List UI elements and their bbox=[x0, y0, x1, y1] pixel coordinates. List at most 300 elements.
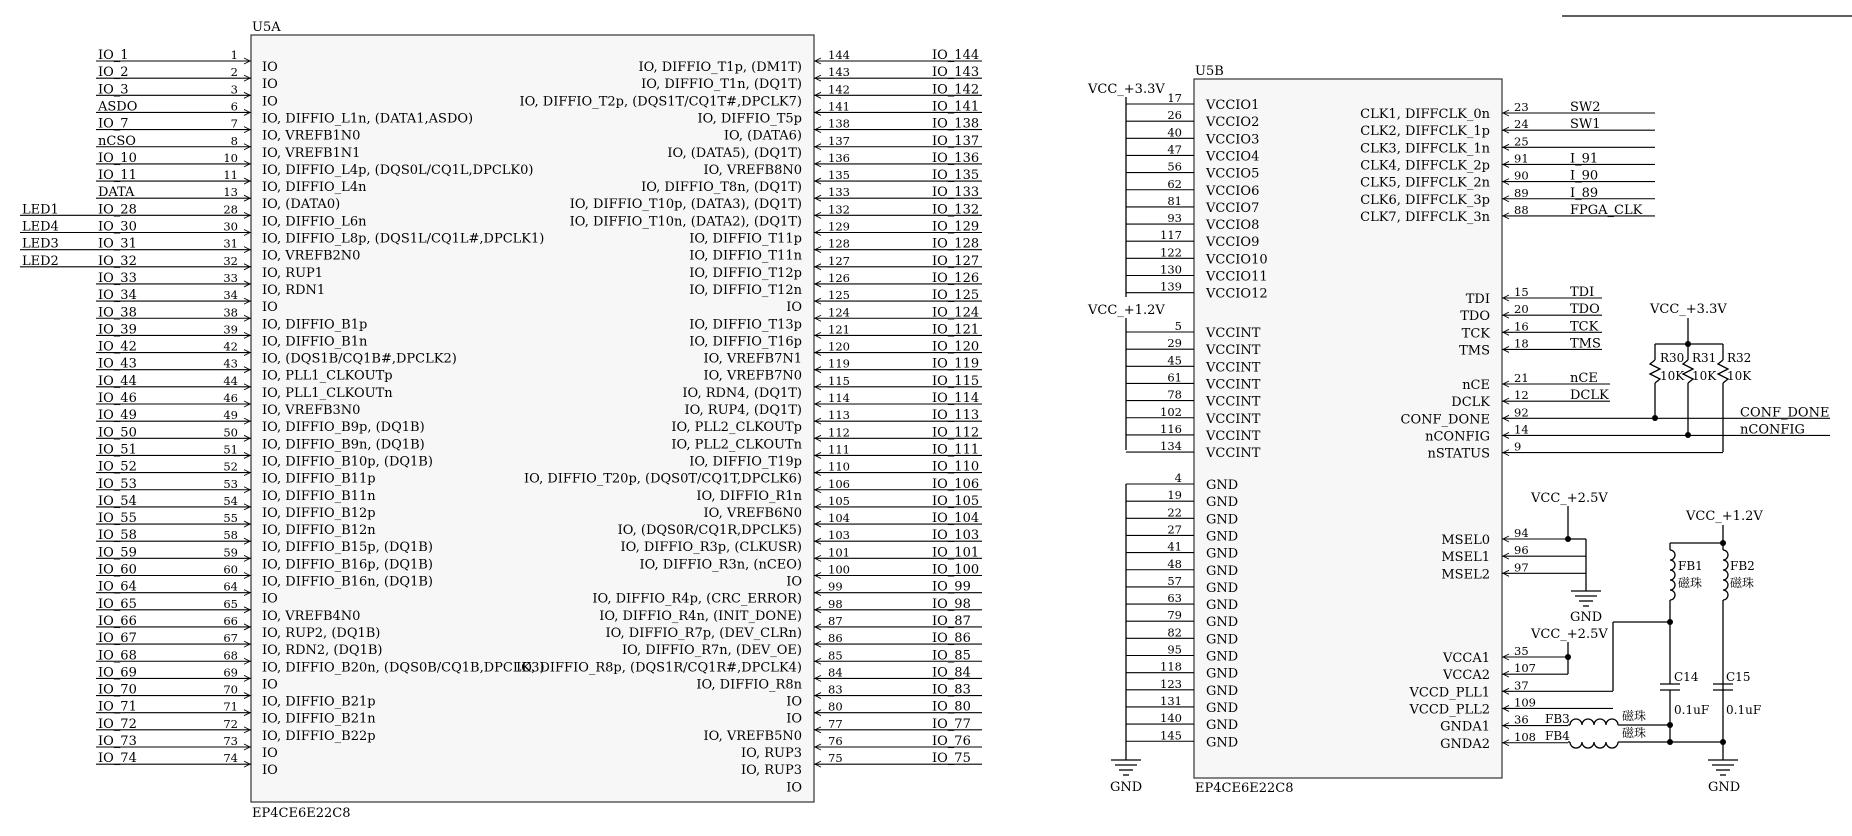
net-label: IO_53 bbox=[98, 476, 137, 492]
pin-function: IO, DIFFIO_B21p bbox=[262, 694, 376, 710]
led-net-label: LED4 bbox=[22, 219, 59, 235]
pin-function: GND bbox=[1206, 735, 1239, 751]
pin-number: 12 bbox=[1514, 388, 1529, 403]
pin-number: 16 bbox=[1514, 319, 1529, 334]
pin-number: 98 bbox=[828, 596, 843, 611]
fb2-ref: FB2 bbox=[1730, 559, 1755, 573]
pin-number: 85 bbox=[828, 648, 843, 663]
net-label: IO_143 bbox=[932, 65, 980, 81]
net-label: IO_34 bbox=[98, 288, 137, 304]
pin-function: IO, DIFFIO_T5p bbox=[697, 111, 802, 127]
pin-function: MSEL0 bbox=[1441, 533, 1490, 548]
fb4-ref: FB4 bbox=[1545, 729, 1570, 743]
pin-number: 51 bbox=[223, 442, 238, 457]
pin-function: nCONFIG bbox=[1425, 429, 1490, 445]
net-label: IO_7 bbox=[98, 116, 129, 132]
pin-number: 22 bbox=[1167, 505, 1182, 520]
u5a-part: EP4CE6E22C8 bbox=[252, 806, 351, 821]
pin-number: 10 bbox=[223, 150, 238, 165]
pin-function: VCCINT bbox=[1206, 360, 1261, 376]
pin-number: 29 bbox=[1167, 336, 1182, 351]
net-label: IO_119 bbox=[932, 356, 980, 372]
net-label: IO_65 bbox=[98, 596, 137, 612]
c15-value: 0.1uF bbox=[1726, 703, 1762, 717]
net-label: IO_114 bbox=[932, 391, 980, 406]
net-label: IO_70 bbox=[98, 682, 137, 698]
pin-function: VCCINT bbox=[1206, 377, 1261, 393]
msel-gnd-label: GND bbox=[1570, 610, 1603, 625]
pin-function: CLK5, DIFFCLK_2n bbox=[1360, 175, 1490, 191]
pin-number: 31 bbox=[223, 236, 238, 251]
pin-number: 74 bbox=[223, 751, 238, 766]
net-label: IO_52 bbox=[98, 459, 137, 475]
net-label: IO_142 bbox=[932, 82, 980, 98]
net-label: IO_72 bbox=[98, 716, 137, 732]
pin-number: 105 bbox=[828, 493, 850, 508]
pin-number: 70 bbox=[223, 682, 238, 697]
pin-function: IO, VREFB2N0 bbox=[262, 248, 361, 264]
ferrite-fb4 bbox=[1568, 742, 1723, 748]
pin-number: 17 bbox=[1167, 91, 1182, 105]
pin-function: IO, DIFFIO_B9n, (DQ1B) bbox=[262, 437, 425, 453]
pin-function: IO, DIFFIO_L4p, (DQS0L/CQ1L,DPCLK0) bbox=[262, 162, 534, 178]
pin-function: IO, DIFFIO_L8p, (DQS1L/CQ1L#,DPCLK1) bbox=[262, 231, 545, 247]
pin-number: 121 bbox=[828, 322, 850, 337]
c15-ref: C15 bbox=[1726, 670, 1751, 684]
pin-function: VCCIO1 bbox=[1206, 98, 1260, 113]
pin-number: 4 bbox=[1174, 471, 1182, 485]
pin-number: 136 bbox=[828, 150, 850, 165]
pin-number: 30 bbox=[223, 219, 238, 234]
pin-function: VCCINT bbox=[1206, 446, 1261, 462]
pin-number: 33 bbox=[223, 270, 238, 285]
net-label: IO_49 bbox=[98, 408, 137, 424]
pin-number: 87 bbox=[828, 613, 843, 628]
pin-function: GND bbox=[1206, 718, 1239, 734]
net-label: IO_128 bbox=[932, 236, 980, 252]
pin-function: IO, DIFFIO_T13p bbox=[689, 317, 802, 333]
pin-function: IO, DIFFIO_R1n bbox=[696, 488, 802, 504]
pin-function: IO bbox=[262, 763, 278, 779]
pin-number: 119 bbox=[828, 356, 850, 371]
net-label: IO_68 bbox=[98, 648, 137, 664]
pin-number: 47 bbox=[1167, 142, 1182, 157]
net-label: IO_110 bbox=[932, 459, 980, 475]
pin-function: IO, DIFFIO_R8p, (DQS1R/CQ1R#,DPCLK4) bbox=[516, 660, 802, 676]
net-label: IO_28 bbox=[98, 202, 137, 218]
pin-number: 107 bbox=[1514, 661, 1536, 676]
pin-function: IO, DIFFIO_T2p, (DQS1T/CQ1T#,DPCLK7) bbox=[519, 94, 802, 110]
u5b-vccint-pins bbox=[1126, 319, 1261, 461]
pin-function: IO, PLL1_CLKOUTp bbox=[262, 368, 393, 384]
pin-function: IO, DIFFIO_T16p bbox=[689, 334, 802, 350]
net-label: IO_60 bbox=[98, 562, 137, 578]
net-label: DATA bbox=[98, 185, 135, 201]
pin-function: IO, DIFFIO_T11p bbox=[689, 231, 802, 247]
pin-function: IO, RDN2, (DQ1B) bbox=[262, 643, 383, 659]
pin-function: VCCD_PLL2 bbox=[1409, 702, 1490, 718]
net-label: IO_106 bbox=[932, 476, 980, 492]
net-label: IO_32 bbox=[98, 253, 137, 269]
pin-number: 19 bbox=[1167, 488, 1182, 503]
net-label: IO_87 bbox=[932, 613, 971, 629]
r31-value: 10K bbox=[1692, 369, 1717, 383]
pin-number: 126 bbox=[828, 270, 850, 285]
net-label: TMS bbox=[1570, 336, 1601, 352]
net-label: TDO bbox=[1570, 302, 1600, 318]
pin-number: 72 bbox=[223, 716, 238, 731]
pin-number: 69 bbox=[223, 665, 238, 680]
pin-function: VCCIO5 bbox=[1206, 166, 1260, 182]
pin-number: 96 bbox=[1514, 543, 1529, 558]
pin-number: 36 bbox=[1514, 712, 1529, 727]
pin-number: 140 bbox=[1160, 711, 1182, 726]
pin-function: CLK6, DIFFCLK_3p bbox=[1360, 192, 1490, 208]
pin-number: 78 bbox=[1167, 387, 1182, 402]
led-net-label: LED2 bbox=[22, 253, 59, 269]
pin-function: VCCINT bbox=[1206, 343, 1261, 359]
pin-number: 145 bbox=[1160, 728, 1182, 743]
ferrite-fb2 bbox=[1723, 543, 1728, 691]
pin-number: 113 bbox=[828, 408, 850, 423]
pin-function: VCCA1 bbox=[1443, 651, 1490, 666]
pin-number: 110 bbox=[828, 459, 850, 474]
pin-function: IO, DIFFIO_R3p, (CLKUSR) bbox=[620, 540, 802, 556]
net-label: IO_54 bbox=[98, 493, 137, 509]
net-label: nCSO bbox=[98, 133, 136, 149]
pin-number: 80 bbox=[828, 699, 843, 714]
pin-function: IO, RUP1 bbox=[262, 265, 324, 281]
pin-number: 131 bbox=[1160, 693, 1182, 708]
net-label: IO_137 bbox=[932, 133, 980, 149]
pin-function: IO, VREFB8N0 bbox=[703, 162, 802, 178]
net-label: IO_69 bbox=[98, 665, 137, 681]
pin-function: GND bbox=[1206, 615, 1239, 631]
pin-function: CONF_DONE bbox=[1400, 412, 1490, 428]
pin-number: 52 bbox=[223, 459, 238, 474]
pin-function: GND bbox=[1206, 700, 1239, 716]
pin-function: IO, DIFFIO_L6n bbox=[262, 214, 367, 230]
pin-number: 142 bbox=[828, 82, 850, 97]
pin-function: IO, DIFFIO_T1n, (DQ1T) bbox=[641, 77, 802, 93]
net-label: TDI bbox=[1570, 285, 1595, 300]
ferrite-fb1 bbox=[1670, 543, 1675, 622]
pin-function: MSEL1 bbox=[1441, 550, 1490, 566]
pin-function: IO, VREFB3N0 bbox=[262, 403, 361, 418]
r30-ref: R30 bbox=[1660, 351, 1685, 365]
net-label: IO_75 bbox=[932, 751, 971, 767]
pin-function: IO, PLL2_CLKOUTp bbox=[671, 420, 802, 436]
pin-number: 117 bbox=[1160, 228, 1182, 243]
pin-function: VCCIO6 bbox=[1206, 183, 1260, 199]
net-label: IO_98 bbox=[932, 596, 971, 612]
led-net-label: LED1 bbox=[22, 202, 59, 218]
net-label: IO_86 bbox=[932, 631, 971, 647]
pin-number: 132 bbox=[828, 202, 850, 217]
pin-number: 75 bbox=[828, 751, 843, 766]
pin-number: 15 bbox=[1514, 285, 1529, 299]
pin-number: 34 bbox=[223, 288, 238, 303]
pin-number: 127 bbox=[828, 253, 850, 268]
pin-function: IO, DIFFIO_B20n, (DQS0B/CQ1B,DPCLK3) bbox=[262, 660, 545, 676]
pin-number: 1 bbox=[230, 48, 238, 62]
net-label: I_89 bbox=[1570, 185, 1599, 201]
pin-number: 88 bbox=[1514, 202, 1529, 217]
pin-number: 41 bbox=[1167, 539, 1182, 554]
net-label: IO_136 bbox=[932, 150, 980, 166]
pin-function: IO bbox=[262, 60, 278, 75]
pin-function: CLK4, DIFFCLK_2p bbox=[1360, 158, 1490, 174]
u5b-ref: U5B bbox=[1195, 64, 1224, 79]
net-label: FPGA_CLK bbox=[1570, 202, 1643, 218]
pin-number: 123 bbox=[1160, 676, 1182, 691]
pin-function: VCCIO3 bbox=[1206, 132, 1260, 148]
net-label: IO_66 bbox=[98, 613, 137, 629]
pin-number: 68 bbox=[223, 648, 238, 663]
pin-function: IO, DIFFIO_B11n bbox=[262, 488, 376, 504]
pin-function: GND bbox=[1206, 632, 1239, 648]
filter-gnd-label: GND bbox=[1708, 780, 1741, 795]
fb3-label: 磁珠 bbox=[1622, 709, 1647, 723]
pin-number: 42 bbox=[223, 339, 238, 354]
pin-number: 144 bbox=[828, 48, 850, 62]
capacitor-c15 bbox=[1713, 684, 1733, 760]
pin-function: GND bbox=[1206, 478, 1239, 493]
pin-number: 99 bbox=[828, 579, 843, 594]
c14-ref: C14 bbox=[1674, 670, 1699, 684]
net-label: IO_100 bbox=[932, 562, 980, 578]
pin-number: 97 bbox=[1514, 560, 1529, 575]
pin-number: 49 bbox=[223, 408, 238, 423]
pin-number: 50 bbox=[223, 425, 238, 440]
net-label: IO_3 bbox=[98, 82, 129, 98]
fb1-label: 磁珠 bbox=[1678, 576, 1703, 590]
pin-number: 92 bbox=[1514, 405, 1529, 420]
pin-function: TDI bbox=[1465, 292, 1490, 307]
ferrite-fb3 bbox=[1568, 719, 1670, 725]
pin-number: 71 bbox=[223, 699, 238, 714]
pin-number: 139 bbox=[1160, 279, 1182, 294]
pin-number: 141 bbox=[828, 99, 850, 114]
pin-function: CLK1, DIFFCLK_0n bbox=[1360, 107, 1490, 122]
vcca-vcc-label: VCC_+2.5V bbox=[1531, 627, 1608, 642]
net-label: IO_120 bbox=[932, 339, 980, 355]
net-label: IO_80 bbox=[932, 699, 971, 715]
pin-number: 94 bbox=[1514, 526, 1529, 540]
pin-function: MSEL2 bbox=[1441, 567, 1490, 583]
pin-function: IO, VREFB1N1 bbox=[262, 145, 361, 161]
pin-number: 90 bbox=[1514, 168, 1529, 183]
fb2-label: 磁珠 bbox=[1730, 576, 1755, 590]
net-label: SW2 bbox=[1570, 100, 1601, 115]
net-label: IO_132 bbox=[932, 202, 980, 218]
u5b-jtag-pins bbox=[1459, 285, 1602, 358]
pin-number: 81 bbox=[1167, 193, 1182, 208]
fb3-ref: FB3 bbox=[1545, 712, 1570, 726]
net-label: IO_59 bbox=[98, 545, 137, 561]
pin-number: 13 bbox=[223, 185, 238, 200]
net-label: IO_64 bbox=[98, 579, 137, 595]
pin-number: 28 bbox=[223, 202, 238, 217]
net-label: IO_11 bbox=[98, 168, 137, 184]
pin-number: 59 bbox=[223, 545, 238, 560]
msel-vcc-label: VCC_+2.5V bbox=[1531, 491, 1608, 506]
pin-function: IO bbox=[262, 94, 278, 110]
pin-number: 112 bbox=[828, 425, 850, 440]
pin-number: 109 bbox=[1514, 695, 1536, 710]
pin-function: IO bbox=[786, 694, 802, 710]
pin-number: 3 bbox=[230, 82, 238, 97]
pin-number: 101 bbox=[828, 545, 850, 560]
pin-function: IO, DIFFIO_T19p bbox=[689, 454, 802, 470]
pin-number: 118 bbox=[1160, 659, 1182, 674]
net-label: IO_10 bbox=[98, 150, 137, 166]
r30-value: 10K bbox=[1660, 369, 1685, 383]
pin-function: IO bbox=[262, 300, 278, 316]
pin-number: 32 bbox=[223, 253, 238, 268]
pin-number: 62 bbox=[1167, 176, 1182, 191]
pin-number: 103 bbox=[828, 528, 850, 543]
pin-function: IO, DIFFIO_T10p, (DATA3), (DQ1T) bbox=[569, 197, 802, 213]
pin-number: 133 bbox=[828, 185, 850, 200]
pin-function: IO, DIFFIO_B22p bbox=[262, 728, 376, 744]
net-label: I_90 bbox=[1570, 168, 1599, 184]
pin-function: IO, DIFFIO_T11n bbox=[689, 248, 802, 264]
net-label: nCONFIG bbox=[1740, 422, 1805, 438]
pin-function: IO, DIFFIO_R4n, (INIT_DONE) bbox=[599, 608, 802, 624]
pin-number: 43 bbox=[223, 356, 238, 371]
pin-number: 24 bbox=[1514, 117, 1529, 132]
pin-function: IO, DIFFIO_R7n, (DEV_OE) bbox=[622, 643, 802, 659]
pin-function: VCCA2 bbox=[1443, 668, 1490, 684]
pin-number: 40 bbox=[1167, 125, 1182, 140]
net-label: IO_138 bbox=[932, 116, 980, 132]
pin-number: 143 bbox=[828, 65, 850, 80]
vcc12-label: VCC_+1.2V bbox=[1088, 303, 1165, 318]
pin-function: IO, RUP4, (DQ1T) bbox=[684, 403, 802, 418]
pin-function: CLK3, DIFFCLK_1n bbox=[1360, 141, 1490, 157]
pin-function: IO, DIFFIO_R4p, (CRC_ERROR) bbox=[592, 591, 802, 607]
pin-function: IO bbox=[786, 780, 802, 796]
pin-number: 65 bbox=[223, 596, 238, 611]
net-label: IO_42 bbox=[98, 339, 137, 355]
pin-function: VCCINT bbox=[1206, 428, 1261, 444]
pin-number: 27 bbox=[1167, 522, 1182, 537]
pin-function: IO, DIFFIO_T1p, (DM1T) bbox=[638, 60, 802, 75]
net-label: IO_71 bbox=[98, 699, 137, 715]
pin-function: IO, (DQS1B/CQ1B#,DPCLK2) bbox=[262, 351, 457, 367]
pin-function: IO bbox=[262, 77, 278, 93]
pin-function: IO bbox=[262, 591, 278, 607]
net-label: IO_115 bbox=[932, 373, 980, 389]
pin-number: 138 bbox=[828, 116, 850, 131]
pin-number: 54 bbox=[223, 493, 238, 508]
c14-value: 0.1uF bbox=[1674, 703, 1710, 717]
pin-function: GNDA2 bbox=[1440, 736, 1490, 752]
pin-function: IO, RUP2, (DQ1B) bbox=[262, 625, 381, 641]
pin-function: GND bbox=[1206, 683, 1239, 699]
pin-number: 2 bbox=[230, 65, 238, 80]
pin-number: 21 bbox=[1514, 371, 1529, 385]
r32-ref: R32 bbox=[1727, 351, 1752, 365]
net-label: IO_33 bbox=[98, 270, 137, 286]
pin-function: GND bbox=[1206, 546, 1239, 562]
net-label: IO_129 bbox=[932, 219, 980, 235]
pin-number: 124 bbox=[828, 305, 850, 320]
net-label: SW1 bbox=[1570, 117, 1601, 133]
net-label: IO_113 bbox=[932, 408, 980, 424]
u5a-right-pin bbox=[786, 780, 802, 795]
pin-number: 44 bbox=[223, 373, 238, 388]
pin-number: 137 bbox=[828, 133, 850, 148]
pin-number: 79 bbox=[1167, 608, 1182, 623]
gnd-symbol-main bbox=[1111, 760, 1141, 775]
pin-function: IO bbox=[262, 746, 278, 761]
pin-number: 130 bbox=[1160, 262, 1182, 277]
pin-function: IO, RUP3 bbox=[740, 763, 802, 779]
pin-function: IO, DIFFIO_B15p, (DQ1B) bbox=[262, 540, 433, 556]
pin-function: IO, DIFFIO_B1p bbox=[262, 317, 368, 333]
net-label: TCK bbox=[1570, 319, 1599, 335]
pin-number: 48 bbox=[1167, 556, 1182, 571]
pin-function: GND bbox=[1206, 666, 1239, 682]
gnd-symbol-msel bbox=[1571, 591, 1601, 606]
pin-number: 125 bbox=[828, 288, 850, 303]
pin-function: VCCIO11 bbox=[1206, 269, 1268, 285]
fb1-ref: FB1 bbox=[1678, 559, 1703, 573]
net-label: IO_85 bbox=[932, 648, 971, 664]
pullup-vcc-label: VCC_+3.3V bbox=[1650, 302, 1727, 317]
net-label: IO_99 bbox=[932, 579, 971, 595]
pin-number: 89 bbox=[1514, 185, 1529, 200]
pin-number: 60 bbox=[223, 562, 238, 577]
pin-function: IO, (DATA0) bbox=[262, 197, 341, 213]
pin-number: 7 bbox=[230, 116, 238, 131]
u5a-ref: U5A bbox=[252, 20, 281, 35]
pin-number: 67 bbox=[223, 631, 238, 646]
pin-function: VCCIO4 bbox=[1206, 149, 1260, 165]
net-label: IO_30 bbox=[98, 219, 137, 235]
pin-function: VCCIO12 bbox=[1206, 286, 1268, 302]
net-label: IO_43 bbox=[98, 356, 137, 372]
pin-function: GND bbox=[1206, 563, 1239, 579]
pin-function: GND bbox=[1206, 529, 1239, 545]
net-label: IO_44 bbox=[98, 373, 137, 389]
net-label: IO_50 bbox=[98, 425, 137, 441]
pin-number: 55 bbox=[223, 511, 238, 526]
u5b-clk-pins bbox=[1360, 100, 1655, 225]
pin-function: IO, PLL1_CLKOUTn bbox=[262, 385, 393, 401]
pin-number: 23 bbox=[1514, 100, 1529, 114]
u5b-part: EP4CE6E22C8 bbox=[1195, 781, 1294, 796]
net-label: IO_51 bbox=[98, 442, 137, 458]
pin-number: 93 bbox=[1167, 211, 1182, 226]
pin-number: 11 bbox=[223, 168, 238, 183]
pin-function: GNDA1 bbox=[1440, 719, 1490, 735]
pin-number: 37 bbox=[1514, 678, 1529, 693]
pin-function: IO, DIFFIO_T10n, (DATA2), (DQ1T) bbox=[569, 214, 802, 230]
pin-number: 77 bbox=[828, 716, 843, 731]
pin-function: VCCINT bbox=[1206, 326, 1261, 341]
pin-number: 95 bbox=[1167, 642, 1182, 657]
pin-function: IO, DIFFIO_B10p, (DQ1B) bbox=[262, 454, 433, 470]
net-label: IO_126 bbox=[932, 270, 980, 286]
pin-function: IO, DIFFIO_B9p, (DQ1B) bbox=[262, 420, 425, 436]
pin-number: 5 bbox=[1174, 319, 1182, 333]
pin-number: 9 bbox=[1514, 439, 1522, 454]
pin-number: 100 bbox=[828, 562, 850, 577]
fb4-label: 磁珠 bbox=[1622, 726, 1647, 740]
